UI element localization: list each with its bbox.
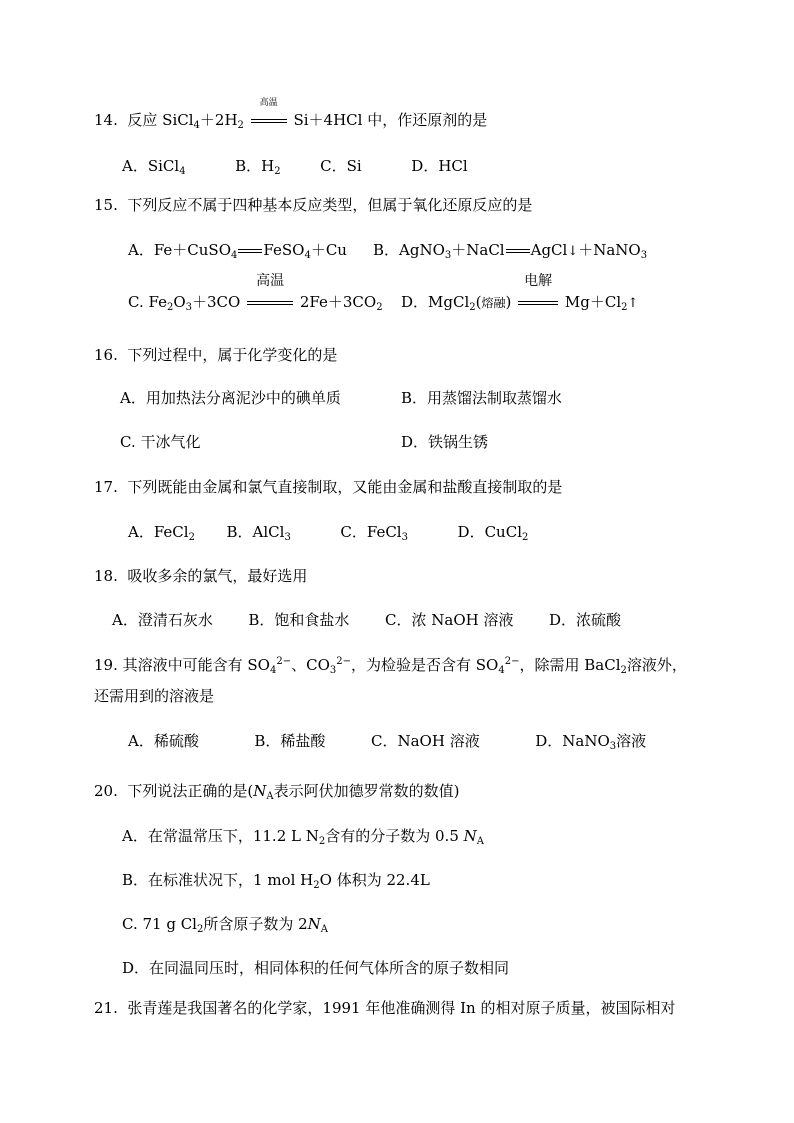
question-14-options [122, 156, 468, 176]
option-c: C．FeCl$_3$ [340, 523, 408, 543]
question-19-stem: 19. 其溶液中可能含有 $SO_4^{2-}$、$CO_3^{2-}$，为检验是否含有 $SO_4^{2-}$，除需用 BaCl$_2$溶液外， [94, 656, 687, 676]
option-a: A．SiCl$_4$ [122, 157, 186, 177]
option-a: A．FeCl$_2$ [128, 523, 195, 543]
option-d: D．CuCl$_2$ [457, 523, 529, 543]
question-16-option-a: A．用加热法分离泥沙中的碘单质 [120, 389, 341, 407]
option-d: D．HCl [411, 157, 468, 175]
question-17-options [128, 522, 528, 542]
question-16-option-c: C. 干冰气化 [120, 433, 201, 451]
option-c: C．NaOH 溶液 [371, 732, 480, 750]
option-b: B．AlCl$_3$ [226, 523, 291, 543]
question-17-stem: 17. 下列既能由金属和氯气直接制取，又能由金属和盐酸直接制取的是 [94, 478, 563, 496]
option-d: D．NaNO$_3$溶液 [535, 732, 647, 752]
question-15-option-a: A．Fe＋CuSO$_4$ FeSO$_4$＋Cu [128, 241, 347, 261]
question-18-options [112, 610, 621, 630]
condition-electrolysis: 电解 [518, 292, 558, 312]
option-b: B．$H_2$ [235, 157, 281, 177]
condition-high-temp-c: 高温 [247, 292, 293, 312]
option-d: D．浓硫酸 [549, 611, 622, 629]
question-15-stem: 15. 下列反应不属于四种基本反应类型，但属于氧化还原反应的是 [94, 196, 533, 214]
question-19-stem-line2: 还需用到的溶液是 [94, 687, 215, 705]
question-20-option-c: C. 71 g $Cl_2$所含原子数为 $2N_A$ [122, 915, 329, 935]
question-20-option-b: B．在标准状况下，1 mol $H_2O$ 体积为 22.4L [122, 871, 430, 891]
question-20-option-a: A．在常温常压下，11.2 L $N_2$含有的分子数为 0.5 $N_A$ [122, 827, 484, 847]
condition-high-temp: 高温 [251, 110, 287, 130]
question-15-option-d: D．MgCl$_2$(熔融) 电解 $Mg+Cl_2↑$ [401, 273, 639, 313]
option-a: A．澄清石灰水 [112, 611, 213, 629]
question-20-stem: 20. 下列说法正确的是($N_A$表示阿伏加德罗常数的数值) [94, 782, 460, 802]
question-16-stem: 16. 下列过程中，属于化学变化的是 [94, 346, 338, 364]
question-15-option-c: C. $Fe_2O_3+3CO$ 高温 $2Fe+3CO_2$ [128, 273, 383, 313]
question-15-option-b: B．AgNO$_3$＋NaCl AgCl↓＋NaNO$_3$ [373, 241, 648, 261]
question-21-stem: 21. 张青莲是我国著名的化学家，1991 年他准确测得 In 的相对原子质量，被国际相对 [94, 999, 676, 1017]
question-19-options [128, 731, 646, 751]
option-a: A．稀硫酸 [128, 732, 199, 750]
option-b: B．饱和食盐水 [248, 611, 350, 629]
question-14-stem: 14. 反应 $SiCl_4+2H_2$ 高温 Si＋4HCl 中，作还原剂的是 [94, 98, 488, 131]
option-c: C．浓 NaOH 溶液 [385, 611, 514, 629]
option-b: B．稀盐酸 [254, 732, 326, 750]
question-18-stem: 18. 吸收多余的氯气，最好选用 [94, 567, 308, 585]
question-20-option-d: D．在同温同压时，相同体积的任何气体所含的原子数相同 [122, 959, 510, 977]
option-c: C．Si [320, 157, 362, 175]
question-16-option-d: D．铁锅生锈 [401, 433, 489, 451]
question-16-option-b: B．用蒸馏法制取蒸馏水 [401, 389, 563, 407]
